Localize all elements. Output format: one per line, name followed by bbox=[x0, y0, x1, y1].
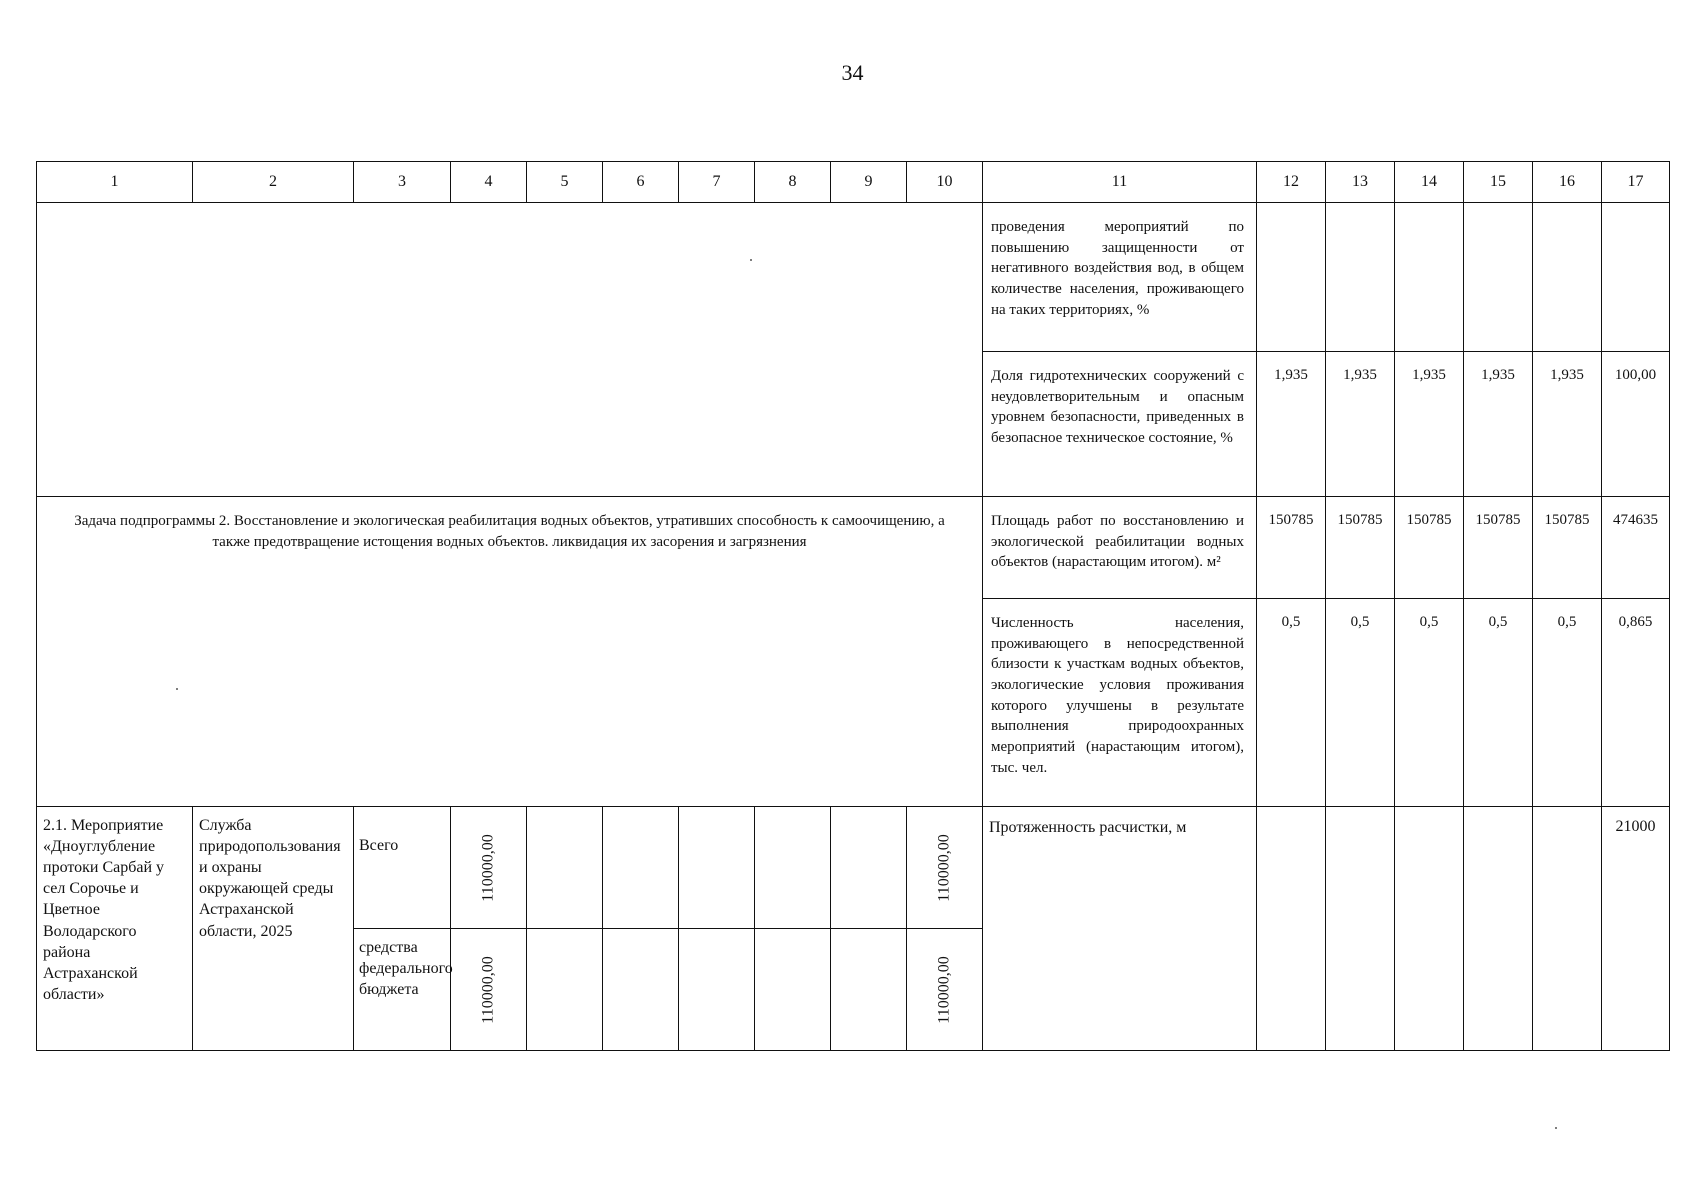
indicator-value: 1,935 bbox=[1326, 352, 1395, 497]
indicator-value: 150785 bbox=[1464, 497, 1533, 599]
table-row bbox=[37, 203, 1670, 352]
measure-name: 2.1. Мероприятие «Днoуглубление протоки Сарбай у сел Сорочье и Цветное Володарского района Астраханской области» bbox=[37, 807, 193, 1051]
empty-cell bbox=[1395, 807, 1464, 1051]
indicator-value bbox=[1533, 203, 1602, 352]
scan-speck bbox=[176, 688, 178, 690]
indicator-value: 150785 bbox=[1395, 497, 1464, 599]
funding-amount: 110000,00 bbox=[479, 833, 497, 902]
funding-source-label: средства федерального бюджета bbox=[354, 929, 451, 1051]
subprogram-task: Задача подпрограммы 2. Восстановление и экологическая реабилитация водных объектов, утративших способность к самоочищению, а также предотвращение истощения водных объектов. ликвидация их засорения и загрязнения bbox=[37, 497, 983, 807]
blank-merged-cell bbox=[37, 203, 983, 497]
indicator-value bbox=[1257, 203, 1326, 352]
indicator-value: 0,5 bbox=[1257, 599, 1326, 807]
indicator-text: Площадь работ по восстановлению и экологической реабилитации водных объектов (нарастающим итогом). м² bbox=[983, 497, 1257, 599]
empty-cell bbox=[603, 929, 679, 1051]
indicator-value: 0,5 bbox=[1326, 599, 1395, 807]
empty-cell bbox=[755, 807, 831, 929]
funding-total-cell bbox=[907, 929, 983, 1051]
program-table bbox=[36, 161, 1670, 1051]
indicator-value: 150785 bbox=[1257, 497, 1326, 599]
empty-cell bbox=[527, 807, 603, 929]
column-header: 13 bbox=[1326, 162, 1395, 203]
funding-total: 110000,00 bbox=[935, 955, 953, 1024]
funding-total-cell bbox=[907, 807, 983, 929]
indicator-value: 0,5 bbox=[1533, 599, 1602, 807]
funding-amount-cell bbox=[451, 929, 527, 1051]
empty-cell bbox=[1533, 807, 1602, 1051]
indicator-text: проведения мероприятий по повышению защищенности от негативного воздействия вод, в общем количестве населения, проживающего на таких территориях, % bbox=[983, 203, 1257, 352]
indicator-value: 474635 bbox=[1602, 497, 1670, 599]
indicator-value: 1,935 bbox=[1533, 352, 1602, 497]
indicator-text: Доля гидротехнических сооружений с неудовлетворительным и опасным уровнем безопасности, приведенных в безопасное техническое состояние, % bbox=[983, 352, 1257, 497]
empty-cell bbox=[755, 929, 831, 1051]
indicator-value bbox=[1326, 203, 1395, 352]
column-header: 11 bbox=[983, 162, 1257, 203]
funding-total: 110000,00 bbox=[935, 833, 953, 902]
indicator-value bbox=[1602, 203, 1670, 352]
indicator-value bbox=[1464, 203, 1533, 352]
column-header: 2 bbox=[193, 162, 354, 203]
empty-cell bbox=[1326, 807, 1395, 1051]
column-header: 4 bbox=[451, 162, 527, 203]
column-header: 17 bbox=[1602, 162, 1670, 203]
column-header: 12 bbox=[1257, 162, 1326, 203]
column-header: 3 bbox=[354, 162, 451, 203]
indicator-value: 0,865 bbox=[1602, 599, 1670, 807]
scan-speck bbox=[1555, 1127, 1557, 1129]
empty-cell bbox=[831, 807, 907, 929]
column-header: 1 bbox=[37, 162, 193, 203]
empty-cell bbox=[1464, 807, 1533, 1051]
empty-cell bbox=[527, 929, 603, 1051]
indicator-value: 100,00 bbox=[1602, 352, 1670, 497]
column-header: 6 bbox=[603, 162, 679, 203]
table-row bbox=[37, 807, 1670, 929]
page-number: 34 bbox=[841, 60, 864, 85]
indicator-value: 0,5 bbox=[1464, 599, 1533, 807]
empty-cell bbox=[679, 929, 755, 1051]
funding-amount: 110000,00 bbox=[479, 955, 497, 1024]
indicator-text: Численность населения, проживающего в непосредственной близости к участкам водных объектов, экологические условия проживания которого улучшены в результате выполнения природоохранных мероприятий (нарастающим итогом), тыс. чел. bbox=[983, 599, 1257, 807]
indicator-value: 1,935 bbox=[1464, 352, 1533, 497]
empty-cell bbox=[1257, 807, 1326, 1051]
empty-cell bbox=[603, 807, 679, 929]
indicator-value: 0,5 bbox=[1395, 599, 1464, 807]
column-header: 15 bbox=[1464, 162, 1533, 203]
measure-indicator-value: 21000 bbox=[1602, 807, 1670, 1051]
indicator-value: 150785 bbox=[1326, 497, 1395, 599]
indicator-value bbox=[1395, 203, 1464, 352]
column-header: 14 bbox=[1395, 162, 1464, 203]
funding-amount-cell bbox=[451, 807, 527, 929]
measure-indicator: Протяженность расчистки, м bbox=[983, 807, 1257, 1051]
indicator-value: 150785 bbox=[1533, 497, 1602, 599]
funding-source-label: Всего bbox=[354, 807, 451, 929]
column-number-row bbox=[37, 162, 1670, 203]
column-header: 9 bbox=[831, 162, 907, 203]
scan-speck bbox=[750, 259, 752, 261]
column-header: 7 bbox=[679, 162, 755, 203]
column-header: 5 bbox=[527, 162, 603, 203]
column-header: 16 bbox=[1533, 162, 1602, 203]
empty-cell bbox=[679, 807, 755, 929]
table-row bbox=[37, 497, 1670, 599]
measure-executor: Служба природопользования и охраны окружающей среды Астраханской области, 2025 bbox=[193, 807, 354, 1051]
indicator-value: 1,935 bbox=[1257, 352, 1326, 497]
column-header: 8 bbox=[755, 162, 831, 203]
indicator-value: 1,935 bbox=[1395, 352, 1464, 497]
empty-cell bbox=[831, 929, 907, 1051]
column-header: 10 bbox=[907, 162, 983, 203]
